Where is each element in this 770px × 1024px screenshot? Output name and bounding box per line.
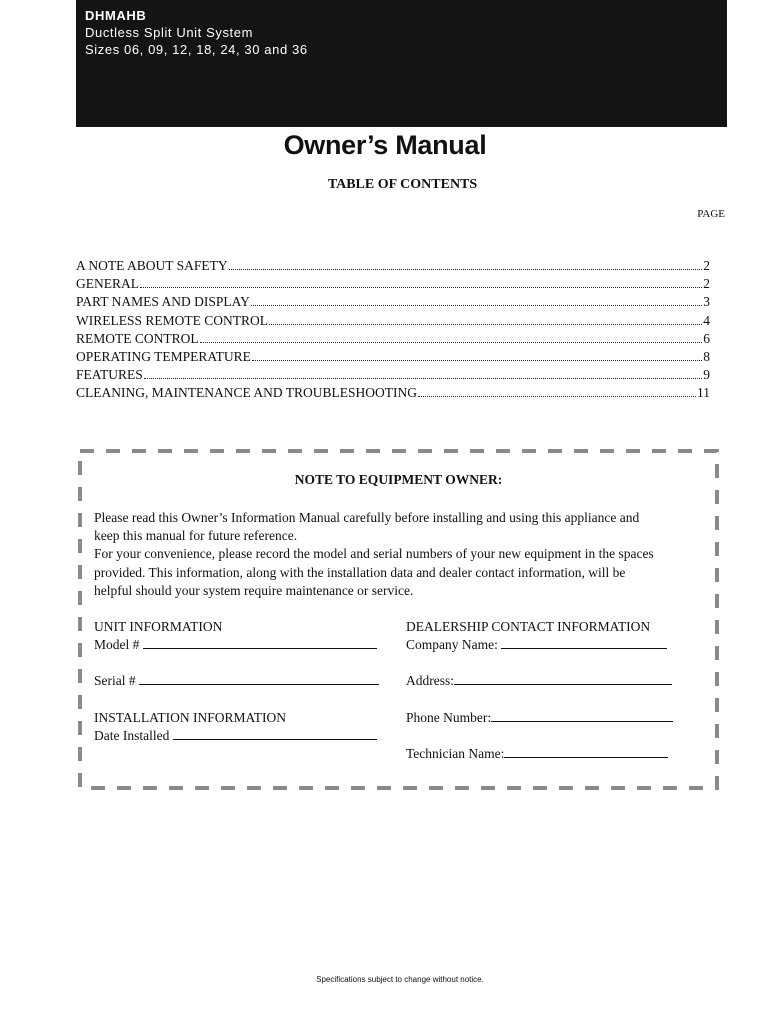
toc-entry-page: 3 (703, 294, 710, 310)
dealership-contact-information (406, 618, 667, 654)
note-line: For your convenience, please record the model and serial numbers of your new equipment in the spaces (94, 546, 654, 562)
note-line: provided. This information, along with the installation data and dealer contact information, will be (94, 564, 626, 580)
note-line: Please read this Owner’s Information Manual carefully before installing and using this appliance and (94, 510, 640, 525)
dot-leader (418, 395, 696, 397)
technician-name-label: Technician Name: (406, 746, 505, 761)
toc-entry-page: 2 (703, 258, 710, 273)
model-code: DHMAHB (85, 8, 147, 23)
company-name-blank-line[interactable] (501, 636, 667, 649)
dot-leader (200, 341, 703, 343)
toc-entry-label: REMOTE CONTROL (76, 330, 199, 346)
dot-leader (140, 286, 702, 288)
toc-entry-label: GENERAL (76, 276, 139, 292)
dot-leader (229, 268, 703, 270)
phone-number-blank-line[interactable] (491, 709, 673, 722)
address-field-group (406, 672, 672, 690)
company-name-label: Company Name: (406, 637, 498, 653)
toc-entry-label: A NOTE ABOUT SAFETY (76, 258, 228, 273)
serial-blank-line[interactable] (139, 672, 379, 685)
dot-leader (269, 323, 702, 325)
header-banner (76, 0, 727, 127)
product-sizes: Sizes 06, 09, 12, 18, 24, 30 and 36 (85, 42, 308, 57)
toc-entry[interactable] (76, 257, 710, 275)
dot-leader (144, 377, 702, 379)
table-of-contents (76, 257, 710, 403)
dot-leader (252, 359, 702, 361)
serial-field (94, 672, 379, 690)
date-installed-label: Date Installed (94, 728, 170, 744)
toc-entry-page: 8 (703, 349, 710, 365)
phone-number-label: Phone Number: (406, 710, 492, 725)
toc-entry[interactable] (76, 330, 710, 348)
dot-leader (251, 304, 702, 306)
toc-page-column-label: PAGE (697, 208, 725, 220)
owner-note-box (78, 449, 719, 790)
installation-info-heading: INSTALLATION INFORMATION (94, 710, 287, 725)
toc-entry[interactable] (76, 384, 710, 402)
technician-name-blank-line[interactable] (504, 745, 668, 758)
toc-entry[interactable] (76, 348, 710, 366)
installation-information (94, 709, 377, 745)
date-installed-field (94, 727, 377, 745)
toc-entry-page: 6 (703, 330, 710, 346)
address-label: Address: (406, 673, 454, 688)
date-installed-blank-line[interactable] (173, 727, 377, 740)
footer-disclaimer: Specifications subject to change without notice. (316, 975, 484, 984)
technician-name-field (406, 745, 668, 763)
note-title: NOTE TO EQUIPMENT OWNER: (294, 472, 503, 487)
company-name-field (406, 636, 667, 654)
technician-field-group (406, 745, 668, 763)
toc-entry-label: CLEANING, MAINTENANCE AND TROUBLESHOOTING (76, 385, 417, 401)
toc-heading: TABLE OF CONTENTS (327, 177, 478, 192)
note-paragraph (94, 509, 722, 600)
address-blank-line[interactable] (454, 672, 672, 685)
toc-entry[interactable] (76, 312, 710, 330)
product-name: Ductless Split Unit System (85, 25, 254, 40)
toc-entry-page: 4 (703, 312, 710, 328)
toc-entry-page: 11 (697, 385, 710, 401)
toc-entry-page: 2 (703, 276, 710, 292)
model-label: Model # (94, 637, 140, 653)
phone-field-group (406, 709, 673, 727)
serial-label: Serial # (94, 673, 136, 688)
toc-entry-label: WIRELESS REMOTE CONTROL (76, 312, 268, 328)
model-field (94, 636, 377, 654)
toc-entry[interactable] (76, 293, 710, 311)
toc-entry-page: 9 (703, 367, 710, 383)
unit-info-heading: UNIT INFORMATION (94, 619, 223, 634)
toc-entry-label: PART NAMES AND DISPLAY (76, 294, 250, 310)
dealer-info-heading: DEALERSHIP CONTACT INFORMATION (406, 619, 651, 634)
address-field (406, 672, 672, 690)
toc-entry[interactable] (76, 275, 710, 293)
note-line: keep this manual for future reference. (94, 528, 298, 544)
page-title: Owner’s Manual (283, 130, 487, 160)
unit-information (94, 618, 377, 654)
model-blank-line[interactable] (143, 636, 377, 649)
phone-number-field (406, 709, 673, 727)
toc-entry-label: OPERATING TEMPERATURE (76, 349, 251, 365)
note-line: helpful should your system require maintenance or service. (94, 582, 414, 598)
serial-field-group (94, 672, 379, 690)
toc-entry[interactable] (76, 366, 710, 384)
toc-entry-label: FEATURES (76, 367, 143, 383)
